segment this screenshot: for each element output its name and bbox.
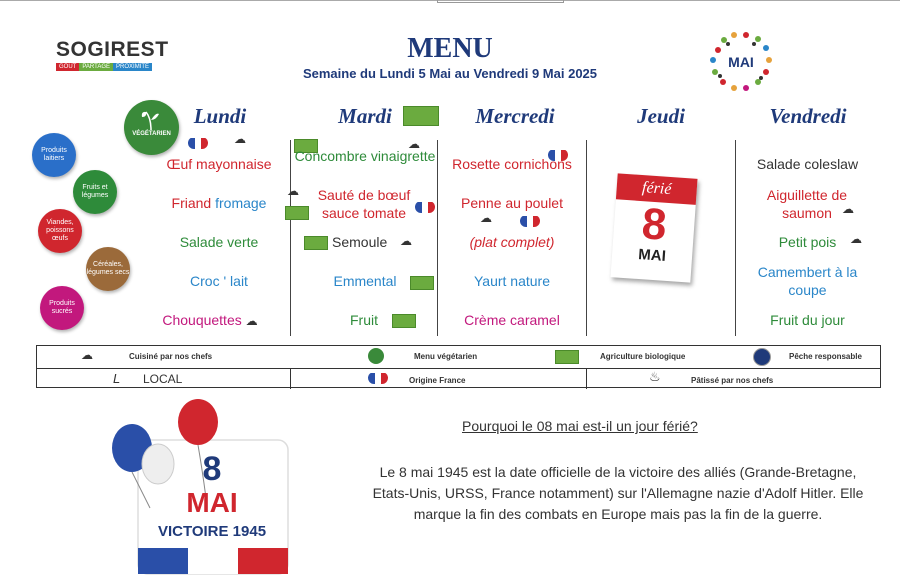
ferie-badge: férié: [616, 173, 698, 205]
france-flag-icon: [520, 215, 540, 227]
chef-cloud-icon: ☁︎: [480, 211, 492, 225]
lundi-entree: Œuf mayonnaise: [166, 156, 272, 172]
legend-bio: Agriculture biologique: [600, 352, 686, 361]
mercredi-laitage: Yaurt nature: [473, 273, 550, 289]
mercredi-entree: Rosette cornichons: [452, 156, 572, 172]
ferie-calendar: [610, 173, 697, 282]
info-text: Le 8 mai 1945 est la date officielle de la victoire des alliés (Grande-Bretagne, Etats-Unis, URSS, France notamment) sur l'Allemagne nazie d'Adolf Hitler. Elle marque la fin des combats en Europe mais pas la fin de la guerre.: [372, 464, 864, 522]
chef-cloud-icon: ☁︎: [842, 202, 854, 216]
page-title: MENU: [407, 33, 493, 64]
category-viandes-poissons: Viandes, poissons œufs: [38, 209, 82, 253]
chef-cloud-icon: ☁︎: [81, 348, 93, 362]
legend-origine: Origine France: [409, 376, 466, 385]
chef-cloud-icon: ☁︎: [408, 137, 420, 151]
bio-icon: [410, 276, 434, 290]
lundi-plat-friand: Friand: [171, 195, 212, 211]
chef-cloud-icon: ☁︎: [245, 314, 258, 328]
category-fruits-legumes: Fruits et légumes: [73, 170, 117, 214]
chef-cloud-icon: ☁︎: [400, 234, 412, 248]
mardi-dessert: Fruit: [350, 312, 378, 328]
mardi-laitage: Emmental: [333, 273, 397, 289]
bio-icon: [403, 106, 439, 126]
mercredi-dessert: Crème caramel: [464, 312, 560, 328]
tagline-1: GOÛT: [56, 63, 79, 71]
lundi-dessert-label: Chouquettes: [162, 312, 242, 328]
category-cereales: Céréales, légumes secs: [86, 247, 130, 291]
day-mercredi: Mercredi: [475, 104, 555, 128]
lundi-laitage: Croc ' lait: [190, 273, 248, 289]
vegetarien-badge-label: VÉGÉTARIEN: [132, 131, 171, 137]
legend-peche: Pêche responsable: [789, 352, 862, 361]
mai-logo-text: MAI: [728, 54, 754, 70]
vendredi-laitage: Camembert à la coupe: [757, 264, 858, 298]
category-produits-sucres: Produits sucrés: [40, 286, 84, 330]
ferie-number: 8: [640, 199, 669, 250]
legend-patisse: Pâtissé par nos chefs: [691, 376, 774, 385]
red-balloon-icon: [178, 399, 218, 445]
ferie-month: MAI: [637, 245, 667, 265]
poster-caption: VICTOIRE 1945: [157, 523, 267, 540]
local-letter: L: [113, 371, 121, 386]
info-question: Pourquoi le 08 mai est-il un jour férié?: [462, 418, 698, 434]
tagline-3: PROXIMITÉ: [113, 63, 152, 71]
day-jeudi: Jeudi: [637, 104, 685, 128]
vendredi-entree: Salade coleslaw: [756, 156, 859, 172]
brand-name: SOGIREST: [56, 38, 169, 61]
mardi-plat: Sauté de bœuf sauce tomate: [317, 187, 411, 221]
poster-number: 8: [202, 450, 222, 488]
france-flag-icon: [188, 137, 208, 149]
mardi-entree: Concombre vinaigrette: [294, 148, 436, 164]
day-mardi: Mardi: [338, 104, 392, 128]
mai-wreath-logo: [706, 30, 776, 94]
vendredi-legume: Petit pois: [778, 234, 837, 250]
lundi-dessert: [136, 311, 284, 330]
mercredi-plat: Penne au poulet: [461, 195, 563, 211]
poster-month: MAI: [186, 487, 238, 518]
legend-vegetarien: Menu végétarien: [414, 352, 478, 361]
vendredi-plat: Aiguillette de saumon: [766, 187, 848, 221]
mardi-accompagnement: Semoule: [332, 234, 388, 250]
bio-icon: [304, 236, 328, 250]
top-tab: [437, 0, 564, 3]
day-vendredi: Vendredi: [769, 104, 847, 128]
chef-cloud-icon: ☁︎: [287, 184, 299, 198]
lundi-legume: Salade verte: [179, 234, 259, 250]
legend-vline: [586, 368, 587, 389]
legend-table: [36, 345, 881, 388]
legend-local: LOCAL: [143, 372, 183, 386]
tagline-2: PARTAGE: [79, 63, 113, 71]
france-flag-icon: [368, 372, 388, 384]
chef-cloud-icon: ☁︎: [234, 132, 246, 146]
lundi-plat-fromage: fromage: [215, 195, 267, 211]
vegetarien-badge-small-icon: [368, 348, 384, 364]
legend-cuisine: Cuisiné par nos chefs: [129, 352, 213, 361]
day-lundi: Lundi: [193, 104, 247, 128]
vendredi-dessert: Fruit du jour: [770, 312, 845, 328]
bio-icon: [555, 350, 579, 364]
page-subtitle: Semaine du Lundi 5 Mai au Vendredi 9 Mai 2025: [302, 66, 598, 81]
mercredi-plat-note: (plat complet): [469, 234, 555, 250]
category-produits-laitiers: Produits laitiers: [32, 133, 76, 177]
legend-vline: [290, 368, 291, 389]
bio-icon: [392, 314, 416, 328]
chef-cloud-icon: ☁︎: [850, 232, 862, 246]
lundi-plat: [145, 194, 293, 212]
victoire-poster: [110, 398, 300, 576]
cupcake-icon: ♨: [649, 369, 661, 384]
legend-divider: [37, 368, 880, 369]
fish-badge-icon: [753, 348, 771, 366]
